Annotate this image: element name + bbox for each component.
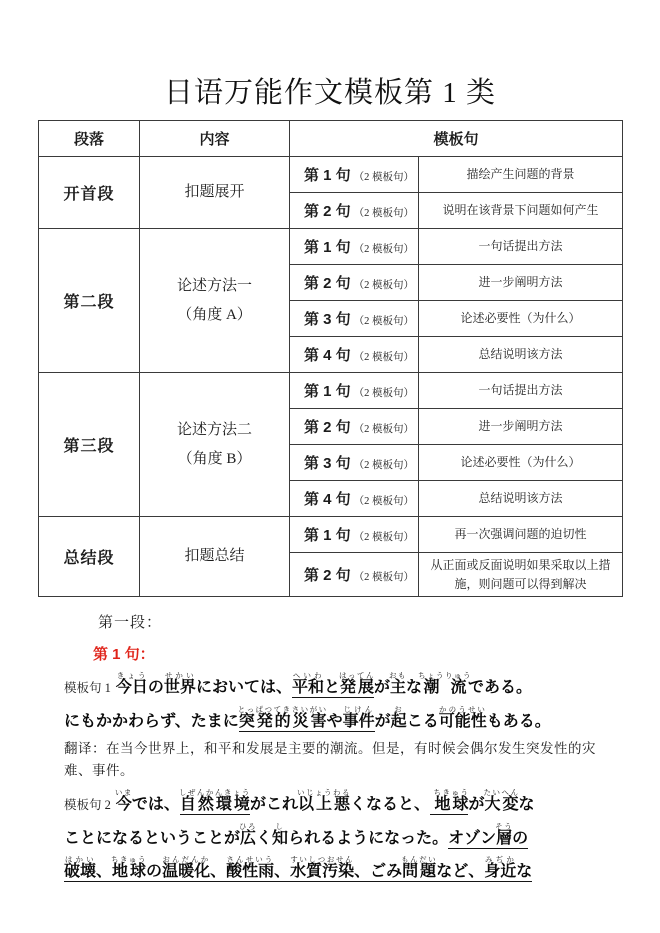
sentence-note: （2 模板句） (353, 424, 415, 435)
sentence-cell (290, 517, 419, 553)
sentence-label: 第 2 句 (303, 275, 351, 292)
sentence-cell (290, 157, 419, 193)
sentence-label: 第 1 句 (303, 383, 351, 400)
sentence-label: 第 4 句 (303, 491, 351, 508)
sentence-desc: 描绘产生问题的背景 (419, 157, 623, 193)
sentence-note: （2 模板句） (353, 532, 415, 543)
sentence-cell (290, 337, 419, 373)
sentence-label: 第 1 句 (303, 527, 351, 544)
japanese-ruby-text: 破壊はかい、地球ちきゅうの温暖化おんだんか、酸性雨さんせいう、水質汚染すいしつおせん、ごみ問題もんだいなど、身近みぢかな (64, 854, 533, 880)
sentence-label: 第 1 句 (303, 239, 351, 256)
sentence-desc: 进一步阐明方法 (419, 265, 623, 301)
template-sentence-1-line-1 (64, 671, 624, 697)
sentence-desc: 从正面或反面说明如果采取以上措施，则问题可以得到解决 (419, 553, 623, 597)
template-sentence-1-line-2 (64, 705, 624, 731)
chinese-translation: 翻译：在当今世界上，和平和发展是主要的潮流。但是，有时候会偶尔发生突发性的灾难、事件。 (64, 740, 596, 778)
content-line: （角度 B） (177, 450, 252, 467)
content-cell (140, 517, 290, 597)
sentence-desc: 一句话提出方法 (419, 373, 623, 409)
sentence-label: 第 2 句 (303, 203, 351, 220)
sentence-note: （2 模板句） (353, 496, 415, 507)
sentence-note: （2 模板句） (353, 572, 415, 584)
sentence-cell (290, 193, 419, 229)
japanese-ruby-text: にもかかわらず、たまに突発的災害とっぱつてきさいがいや事件じけんが起おこる可能性かのうせいもある。 (64, 704, 551, 730)
template-sentence-2-line-1 (64, 788, 624, 814)
content-cell (140, 157, 290, 229)
sentence-label: 第 3 句 (303, 455, 351, 472)
sentence-note: （2 模板句） (353, 280, 415, 291)
sentence-cell (290, 229, 419, 265)
template-sentence-2-label: 模板句 2 (64, 798, 111, 813)
sentence-note: （2 模板句） (353, 316, 415, 327)
sentence-cell (290, 553, 419, 597)
content-line: 论述方法二 (176, 422, 252, 438)
sentence-label: 第 1 句 (303, 167, 351, 184)
sentence-desc: 进一步阐明方法 (419, 409, 623, 445)
table-header-row (39, 121, 623, 157)
sentence-note: （2 模板句） (353, 460, 415, 471)
content-line: 扣题总结 (184, 548, 245, 565)
section-heading: 第一段： (98, 615, 163, 632)
column-header-paragraph: 段落 (39, 121, 140, 157)
paragraph-cell: 总结段 (39, 517, 140, 597)
table-row (39, 373, 623, 409)
sentence-note: （2 模板句） (353, 352, 415, 363)
sentence-label: 第 3 句 (303, 311, 351, 328)
sentence-desc: 再一次强调问题的迫切性 (419, 517, 623, 553)
content-cell (140, 229, 290, 373)
template-sentence-2-line-2 (64, 822, 624, 848)
table-row (39, 157, 623, 193)
sentence-label: 第 2 句 (303, 567, 351, 585)
sentence-note: （2 模板句） (353, 388, 415, 399)
sentence-desc: 总结说明该方法 (419, 481, 623, 517)
sentence-cell (290, 301, 419, 337)
paragraph-cell: 第三段 (39, 373, 140, 517)
content-line: 论述方法一 (176, 278, 252, 294)
paragraph-cell: 第二段 (39, 229, 140, 373)
page-title: 日语万能作文模板第 1 类 (163, 77, 496, 109)
sentence-desc: 论述必要性（为什么） (419, 445, 623, 481)
sentence-note: （2 模板句） (353, 208, 415, 219)
sentence-cell (290, 481, 419, 517)
table-row (39, 229, 623, 265)
sentence-note: （2 模板句） (353, 244, 415, 255)
body-text-block (64, 611, 624, 881)
japanese-ruby-text: 今いまでは、自然環境しぜんかんきょうがこれ以上悪いじょうわるくなると、 地球ちきゅうが大変たいへんな (114, 788, 535, 814)
sentence-heading-red: 第 1 句： (93, 646, 155, 664)
column-header-content: 内容 (140, 121, 290, 157)
sentence-label: 第 4 句 (303, 347, 351, 364)
content-line: （角度 A） (177, 306, 252, 323)
sentence-desc: 说明在该背景下问题如何产生 (419, 193, 623, 229)
column-header-template-sentence: 模板句 (290, 121, 623, 157)
content-line: 扣题展开 (184, 184, 245, 201)
sentence-cell (290, 265, 419, 301)
sentence-desc: 论述必要性（为什么） (419, 301, 623, 337)
japanese-ruby-text: 今日きょうの世界せかいにおいては、平和へいわと発展はってんが主おもな潮流ちょうりゅうである。 (115, 671, 533, 697)
sentence-cell (290, 445, 419, 481)
template-sentence-1-label: 模板句 1 (64, 681, 111, 696)
paragraph-cell: 开首段 (39, 157, 140, 229)
japanese-ruby-text: ことになるということが広ひろく知しられるようになった。オゾン層そうの (64, 821, 529, 847)
sentence-cell (290, 409, 419, 445)
sentence-label: 第 2 句 (303, 419, 351, 436)
template-sentence-2-line-3 (64, 855, 624, 881)
table-row (39, 517, 623, 553)
sentence-note: （2 模板句） (353, 172, 415, 183)
sentence-desc: 一句话提出方法 (419, 229, 623, 265)
content-cell (140, 373, 290, 517)
template-structure-table (38, 120, 623, 597)
sentence-cell (290, 373, 419, 409)
sentence-desc: 总结说明该方法 (419, 337, 623, 373)
